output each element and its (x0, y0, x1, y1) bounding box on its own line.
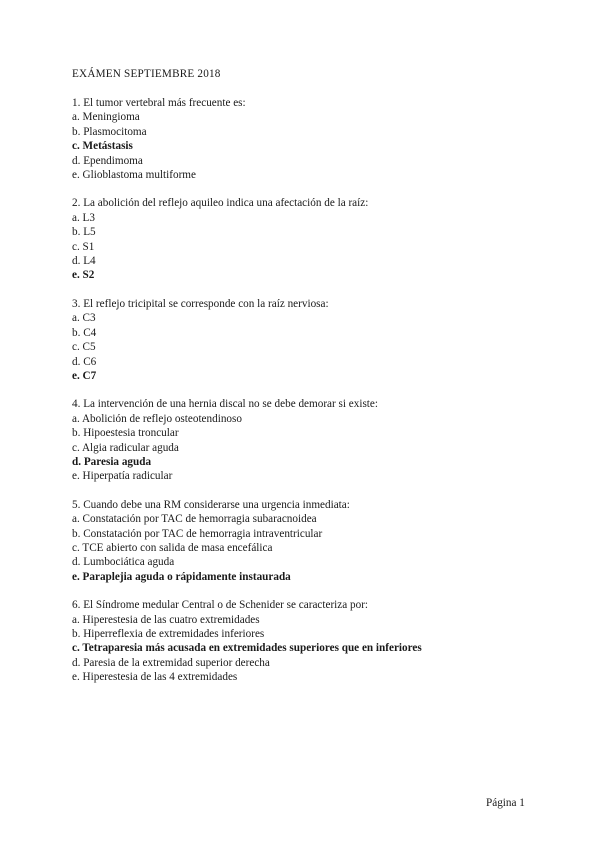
answer-option: b. C4 (72, 326, 97, 339)
answer-option: d. C6 (72, 355, 97, 368)
correct-answer-option: e. S2 (72, 269, 95, 282)
answer-option: b. Plasmocitoma (72, 125, 147, 138)
answer-option: c. TCE abierto con salida de masa encefálica (72, 541, 273, 554)
question-stem: 3. El reflejo tricipital se corresponde con la raíz nerviosa: (72, 297, 329, 310)
correct-answer-option: d. Paresia aguda (72, 455, 152, 468)
answer-option: e. Hiperestesia de las 4 extremidades (72, 671, 238, 684)
correct-answer-option: e. C7 (72, 369, 97, 382)
exam-title: EXÁMEN SEPTIEMBRE 2018 (72, 68, 221, 80)
answer-option: b. Hipoestesia troncular (72, 427, 179, 440)
answer-option: d. Paresia de la extremidad superior derecha (72, 656, 270, 669)
answer-option: a. Abolición de reflejo osteotendinoso (72, 412, 242, 425)
answer-option: a. Hiperestesia de las cuatro extremidades (72, 613, 260, 626)
answer-option: a. Meningioma (72, 111, 140, 124)
question-stem: 2. La abolición del reflejo aquileo indica una afectación de la raíz: (72, 197, 369, 210)
question-block (72, 498, 542, 584)
answer-option: d. Ependimoma (72, 154, 143, 167)
answer-option: a. L3 (72, 211, 95, 224)
correct-answer-option: e. Paraplejia aguda o rápidamente instaurada (72, 570, 291, 583)
answer-option: a. C3 (72, 312, 96, 325)
question-stem: 1. El tumor vertebral más frecuente es: (72, 97, 246, 109)
correct-answer-option: c. Metástasis (72, 140, 133, 153)
answer-option: c. S1 (72, 240, 95, 253)
answer-option: c. C5 (72, 341, 96, 354)
question-block (72, 196, 542, 282)
question-block (72, 598, 542, 684)
page-number: Página 1 (486, 797, 525, 809)
question-block (72, 96, 542, 182)
question-stem: 5. Cuando debe una RM considerarse una urgencia inmediata: (72, 498, 350, 511)
correct-answer-option: c. Tetraparesia más acusada en extremidades superiores que en inferiores (72, 642, 422, 655)
question-stem: 6. El Síndrome medular Central o de Schenider se caracteriza por: (72, 599, 369, 612)
answer-option: d. Lumbociática aguda (72, 556, 175, 569)
answer-option: b. L5 (72, 226, 96, 239)
question-stem: 4. La intervención de una hernia discal no se debe demorar si existe: (72, 398, 378, 411)
answer-option: e. Glioblastoma multiforme (72, 169, 196, 182)
answer-option: c. Algia radicular aguda (72, 441, 179, 454)
answer-option: a. Constatación por TAC de hemorragia subaracnoidea (72, 513, 317, 526)
answer-option: b. Hiperreflexia de extremidades inferiores (72, 628, 265, 640)
document-body (72, 67, 542, 699)
question-block (72, 397, 542, 483)
answer-option: d. L4 (72, 255, 96, 268)
question-list (72, 96, 542, 685)
question-block (72, 297, 542, 383)
answer-option: e. Hiperpatía radicular (72, 470, 173, 483)
answer-option: b. Constatación por TAC de hemorragia intraventricular (72, 527, 323, 540)
